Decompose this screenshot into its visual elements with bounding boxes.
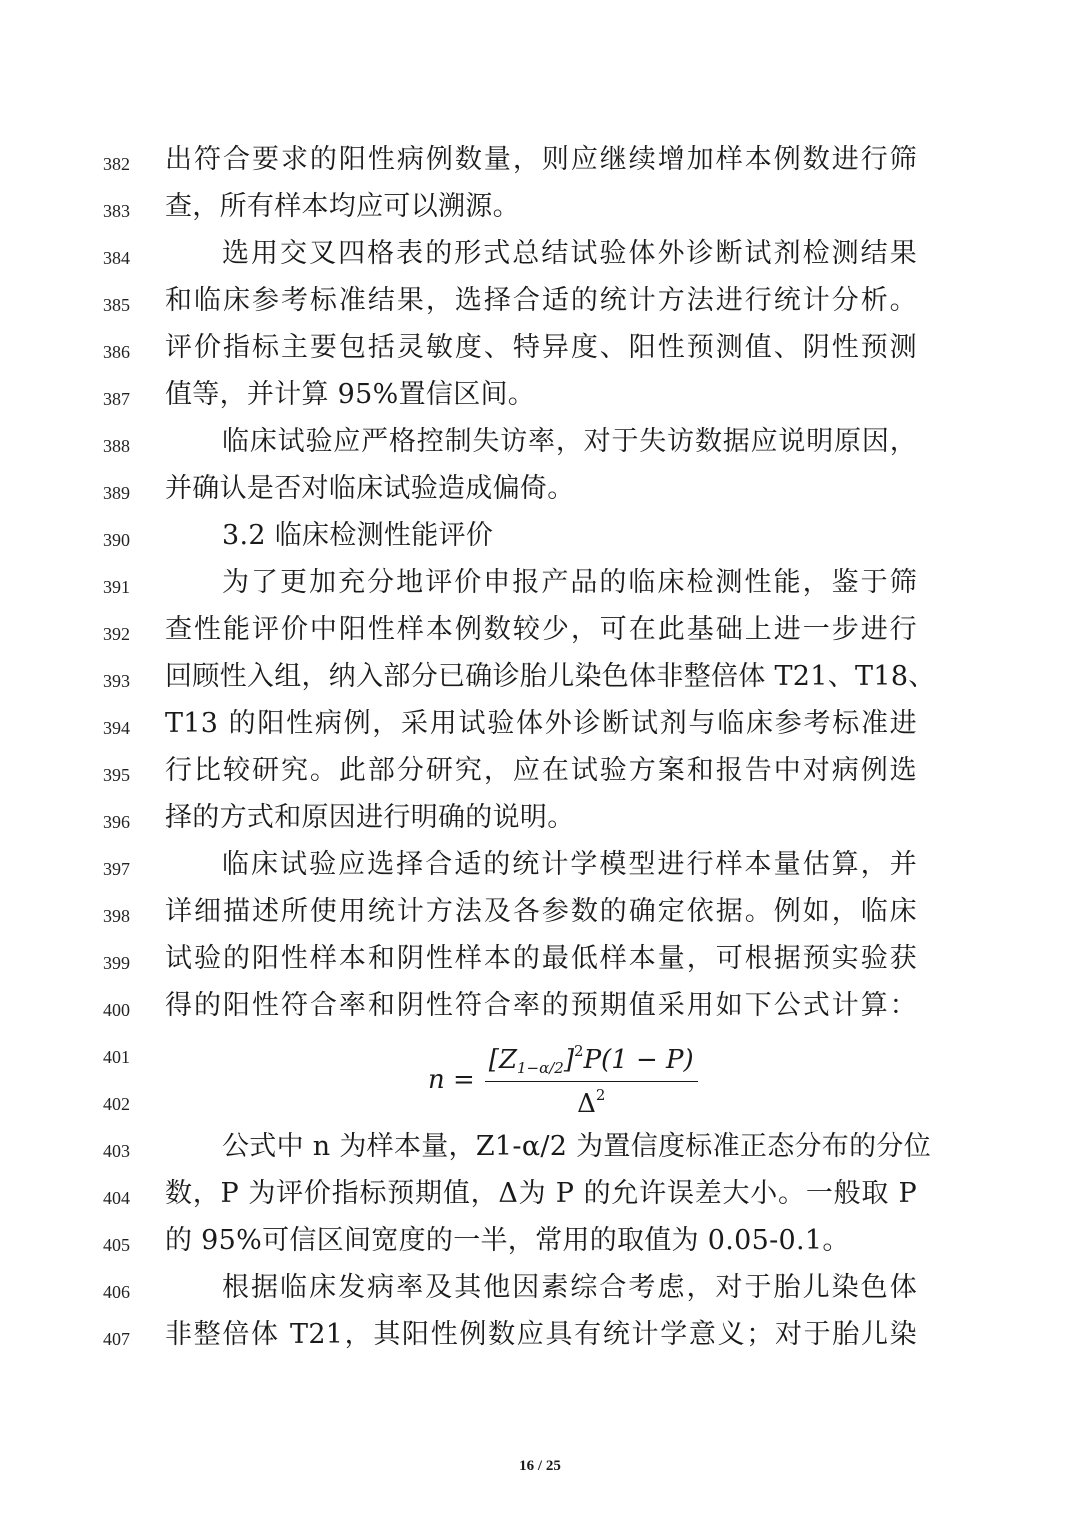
text-line xyxy=(0,657,1080,704)
line-number: 386 xyxy=(103,342,130,362)
text-line xyxy=(0,751,1080,798)
line-text: 行比较研究。此部分研究，应在试验方案和报告中对病例选 xyxy=(165,755,917,786)
line-number: 384 xyxy=(103,248,130,268)
text-line xyxy=(0,422,1080,469)
line-number: 389 xyxy=(103,483,130,503)
line-number: 394 xyxy=(103,718,130,738)
line-number: 390 xyxy=(103,530,130,550)
line-number: 387 xyxy=(103,389,130,409)
line-text: 并确认是否对临床试验造成偏倚。 xyxy=(165,473,575,504)
text-line xyxy=(0,798,1080,845)
formula-denominator-superscript: 2 xyxy=(595,1085,606,1104)
text-line xyxy=(0,563,1080,610)
formula-bracket-open: [Z xyxy=(488,1044,518,1075)
line-text: 非整倍体 T21，其阳性例数应具有统计学意义；对于胎儿染 xyxy=(165,1319,917,1350)
line-text: 公式中 n 为样本量，Z1-α/2 为置信度标准正态分布的分位 xyxy=(222,1131,932,1162)
line-number: 397 xyxy=(103,859,130,879)
line-text: 的 95%可信区间宽度的一半，常用的取值为 0.05-0.1。 xyxy=(165,1225,850,1256)
text-line xyxy=(0,610,1080,657)
formula-subscript: 1−α/2 xyxy=(517,1058,564,1077)
line-text: 值等，并计算 95%置信区间。 xyxy=(165,379,536,410)
text-line xyxy=(0,845,1080,892)
line-number: 396 xyxy=(103,812,130,832)
sample-size-formula xyxy=(428,1040,698,1120)
text-line xyxy=(0,1174,1080,1221)
line-text: 查性能评价中阳性样本例数较少，可在此基础上进一步进行 xyxy=(165,614,917,645)
formula-lhs: n = xyxy=(428,1065,475,1095)
line-number: 403 xyxy=(103,1141,130,1161)
line-text: 回顾性入组，纳入部分已确诊胎儿染色体非整倍体 T21、T18、 xyxy=(165,661,936,692)
line-text: 得的阳性符合率和阴性符合率的预期值采用如下公式计算： xyxy=(165,990,917,1021)
line-text: 择的方式和原因进行明确的说明。 xyxy=(165,802,575,833)
line-text: 查，所有样本均应可以溯源。 xyxy=(165,191,520,222)
line-number: 407 xyxy=(103,1329,130,1349)
line-number: 383 xyxy=(103,201,130,221)
line-text: 数，P 为评价指标预期值，Δ为 P 的允许误差大小。一般取 P xyxy=(165,1178,917,1209)
line-number: 401 xyxy=(103,1047,130,1067)
line-number: 392 xyxy=(103,624,130,644)
line-number: 402 xyxy=(103,1094,130,1114)
section-heading: 3.2 临床检测性能评价 xyxy=(222,520,494,551)
text-line xyxy=(0,939,1080,986)
text-line xyxy=(0,704,1080,751)
page-number: 16 / 25 xyxy=(519,1458,561,1474)
line-number: 388 xyxy=(103,436,130,456)
line-number: 404 xyxy=(103,1188,130,1208)
text-line xyxy=(0,375,1080,422)
line-number: 395 xyxy=(103,765,130,785)
line-text: 试验的阳性样本和阴性样本的最低样本量，可根据预实验获 xyxy=(165,943,917,974)
line-number: 405 xyxy=(103,1235,130,1255)
line-number: 400 xyxy=(103,1000,130,1020)
formula-delta: Δ xyxy=(577,1088,596,1119)
line-number: 385 xyxy=(103,295,130,315)
text-line xyxy=(0,234,1080,281)
text-line xyxy=(0,140,1080,187)
line-number: 393 xyxy=(103,671,130,691)
text-line xyxy=(0,328,1080,375)
text-line xyxy=(0,1221,1080,1268)
line-text: 根据临床发病率及其他因素综合考虑，对于胎儿染色体 xyxy=(222,1272,917,1303)
line-number: 399 xyxy=(103,953,130,973)
line-number: 406 xyxy=(103,1282,130,1302)
text-line xyxy=(0,469,1080,516)
line-text: 和临床参考标准结果，选择合适的统计方法进行统计分析。 xyxy=(165,285,917,316)
text-line xyxy=(0,1127,1080,1174)
line-text: 临床试验应严格控制失访率，对于失访数据应说明原因， xyxy=(222,426,917,457)
line-text: 评价指标主要包括灵敏度、特异度、阳性预测值、阴性预测 xyxy=(165,332,917,363)
line-text: 选用交叉四格表的形式总结试验体外诊断试剂检测结果 xyxy=(222,238,917,269)
line-text: T13 的阳性病例，采用试验体外诊断试剂与临床参考标准进 xyxy=(165,708,917,739)
line-text: 详细描述所使用统计方法及各参数的确定依据。例如，临床 xyxy=(165,896,917,927)
formula-superscript: 2 xyxy=(574,1041,584,1060)
section-heading-line xyxy=(0,516,1080,563)
text-line xyxy=(0,281,1080,328)
formula-fraction xyxy=(485,1042,698,1119)
line-number: 398 xyxy=(103,906,130,926)
formula-numerator xyxy=(485,1042,698,1082)
text-line xyxy=(0,986,1080,1033)
line-number: 382 xyxy=(103,154,130,174)
text-line xyxy=(0,1315,1080,1362)
line-number: 391 xyxy=(103,577,130,597)
text-line xyxy=(0,892,1080,939)
formula-numerator-rest: P(1 − P) xyxy=(583,1044,694,1075)
text-line xyxy=(0,1268,1080,1315)
formula-bracket-close: ] xyxy=(563,1044,575,1075)
line-text: 出符合要求的阳性病例数量，则应继续增加样本例数进行筛 xyxy=(165,144,917,175)
formula-denominator xyxy=(577,1082,605,1119)
text-line xyxy=(0,187,1080,234)
line-text: 为了更加充分地评价申报产品的临床检测性能，鉴于筛 xyxy=(222,567,917,598)
line-text: 临床试验应选择合适的统计学模型进行样本量估算，并 xyxy=(222,849,917,880)
